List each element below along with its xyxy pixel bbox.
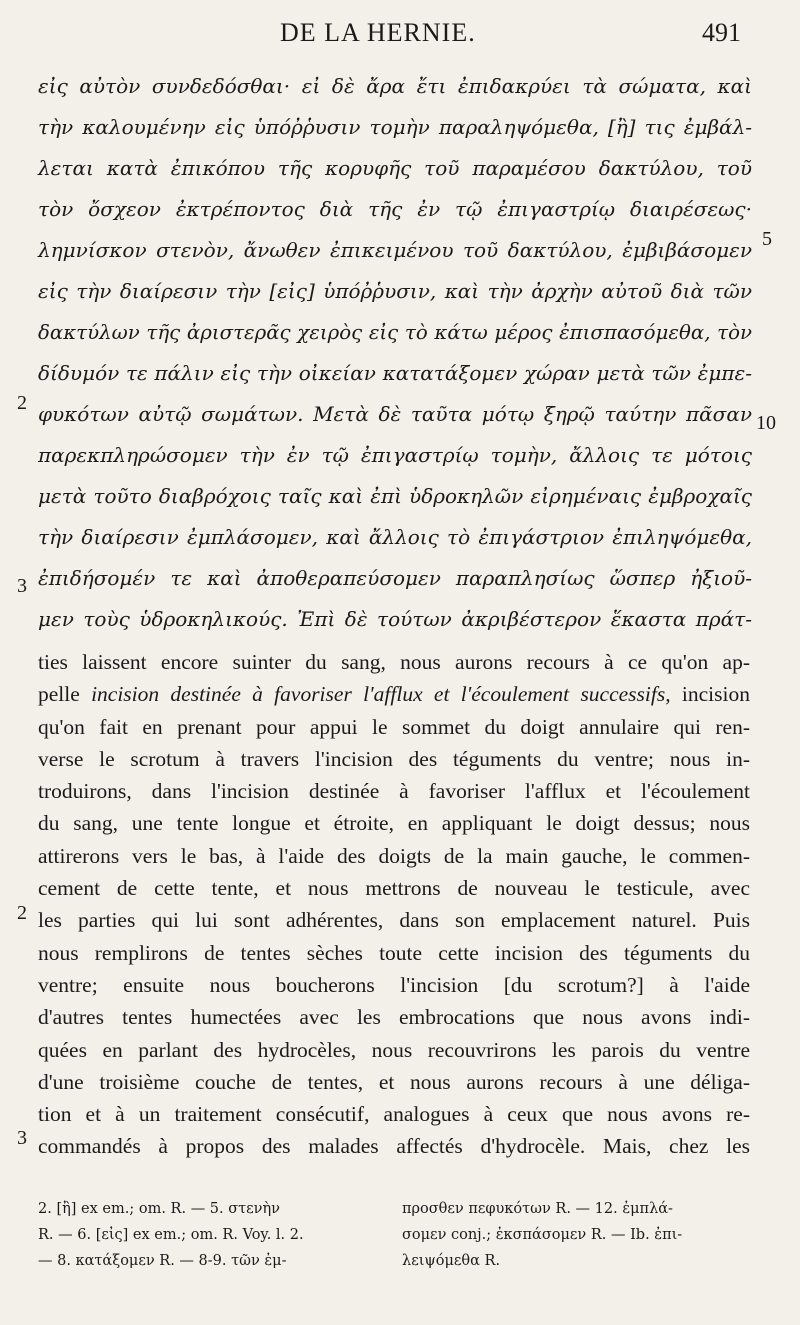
french-line — [38, 678, 750, 710]
french-line: quées en parlant des hydrocèles, nous recouvrirons les parois du ventre — [38, 1037, 750, 1062]
greek-line-number-10: 10 — [756, 412, 776, 434]
footnote-line: λειψόμεθα R. — [402, 1253, 501, 1269]
footnote-line: σομεν conj.; ἐκσπάσομεν R. — Ib. ἐπι- — [402, 1227, 683, 1243]
greek-line: εἰς τὴν διαίρεσιν τὴν [εἰς] ὑπόῤῥυσιν, καὶ τὴν ἀρχὴν αὐτοῦ διὰ τῶν — [38, 279, 752, 303]
greek-line: δίδυμόν τε πάλιν εἰς τὴν οἰκείαν κατατάξομεν χώραν μετὰ τῶν ἐμπε- — [38, 361, 752, 385]
greek-line: εἰς αὐτὸν συνδεδόσθαι· εἰ δὲ ἄρα ἔτι ἐπιδακρύει τὰ σώματα, καὶ — [38, 74, 752, 98]
french-line: ventre; ensuite nous boucherons l'incision [du scrotum?] à l'aide — [38, 972, 750, 997]
footnote-line: προσθεν πεφυκότων R. — 12. ἐμπλά- — [402, 1201, 673, 1217]
french-emphasis: incision destinée à favoriser l'afflux et l'écoulement successifs, — [91, 682, 671, 707]
french-line: les parties qui lui sont adhérentes, dans son emplacement naturel. Puis — [38, 908, 750, 933]
footnote-line: 2. [ἢ] ex em.; om. R. — 5. στενὴν — [38, 1201, 280, 1217]
greek-line: παρεκπληρώσομεν τὴν ἐν τῷ ἐπιγαστρίῳ τομὴν, ἄλλοις τε μότοις — [38, 443, 752, 467]
french-text: pelle — [38, 682, 92, 707]
greek-line: λεται κατὰ ἐπικόπου τῆς κορυφῆς τοῦ παραμέσου δακτύλου, τοῦ — [38, 156, 752, 180]
french-line: troduirons, dans l'incision destinée à favoriser l'afflux et l'écoulement — [38, 779, 750, 804]
french-line: verse le scrotum à travers l'incision des téguments du ventre; nous in- — [38, 746, 750, 771]
french-line: d'une troisième couche de tentes, et nous aurons recours à une déliga- — [38, 1069, 750, 1094]
french-line: du sang, une tente longue et étroite, en appliquant le doigt dessus; nous — [38, 811, 750, 836]
footnote-line: — 8. κατάξομεν R. — 8-9. τῶν ἐμ- — [38, 1253, 287, 1269]
greek-line: φυκότων αὐτῷ σωμάτων. Μετὰ δὲ ταῦτα μότῳ ξηρῷ ταύτην πᾶσαν — [38, 402, 752, 426]
greek-line: τὸν ὄσχεον ἐκτρέποντος διὰ τῆς ἐν τῷ ἐπιγαστρίῳ διαιρέσεως· — [38, 197, 752, 221]
greek-paragraph-mark-2: 2 — [17, 392, 27, 414]
greek-line: ἐπιδήσομέν τε καὶ ἀποθεραπεύσομεν παραπλησίως ὥσπερ ἠξιοῦ- — [38, 566, 752, 590]
running-header — [0, 16, 800, 56]
greek-line: μεν τοὺς ὑδροκηλικούς. Ἐπὶ δὲ τούτων ἀκριβέστερον ἕκαστα πράτ- — [38, 607, 752, 631]
french-line: cement de cette tente, et nous mettrons de nouveau le testicule, avec — [38, 876, 750, 901]
french-line: d'autres tentes humectées avec les embrocations que nous avons indi- — [38, 1005, 750, 1030]
french-text: incision — [670, 682, 750, 707]
french-line: ties laissent encore suinter du sang, nous aurons recours à ce qu'on ap- — [38, 650, 750, 674]
french-line: attirerons vers le bas, à l'aide des doigts de la main gauche, le commen- — [38, 843, 750, 868]
french-line: commandés à propos des malades affectés d'hydrocèle. Mais, chez les — [38, 1134, 750, 1159]
greek-text-block — [38, 66, 752, 640]
greek-line: τὴν καλουμένην εἰς ὑπόῤῥυσιν τομὴν παραληψόμεθα, [ἢ] τις ἐμβάλ- — [38, 115, 752, 139]
french-paragraph-mark-3: 3 — [17, 1127, 27, 1149]
greek-line: λημνίσκον στενὸν, ἄνωθεν ἐπικειμένου τοῦ δακτύλου, ἐμβιβάσομεν — [38, 238, 752, 262]
footnotes-left-column — [38, 1196, 304, 1274]
french-paragraph-mark-2: 2 — [17, 902, 27, 924]
running-title: DE LA HERNIE. — [280, 18, 476, 47]
french-line: qu'on fait en prenant pour appui le sommet du doigt annulaire qui ren- — [38, 714, 750, 739]
french-line: tion et à un traitement consécutif, analogues à ceux que nous avons re- — [38, 1102, 750, 1127]
greek-line-number-5: 5 — [762, 228, 772, 250]
greek-line: τὴν διαίρεσιν ἐμπλάσομεν, καὶ ἄλλοις τὸ ἐπιγάστριον ἐπιληψόμεθα, — [38, 525, 752, 549]
page-number: 491 — [702, 18, 741, 47]
greek-paragraph-mark-3: 3 — [17, 575, 27, 597]
footnotes-right-column — [402, 1196, 682, 1274]
french-line: nous remplirons de tentes sèches toute cette incision des téguments du — [38, 940, 750, 965]
french-text-block — [38, 646, 750, 1163]
greek-line: δακτύλων τῆς ἀριστερᾶς χειρὸς εἰς τὸ κάτω μέρος ἐπισπασόμεθα, τὸν — [38, 321, 752, 344]
footnote-line: R. — 6. [εἰς] ex em.; om. R. Voy. l. 2. — [38, 1227, 304, 1243]
greek-line: μετὰ τοῦτο διαβρόχοις ταῖς καὶ ἐπὶ ὑδροκηλῶν εἰρημέναις ἐμβροχαῖς — [38, 484, 752, 508]
